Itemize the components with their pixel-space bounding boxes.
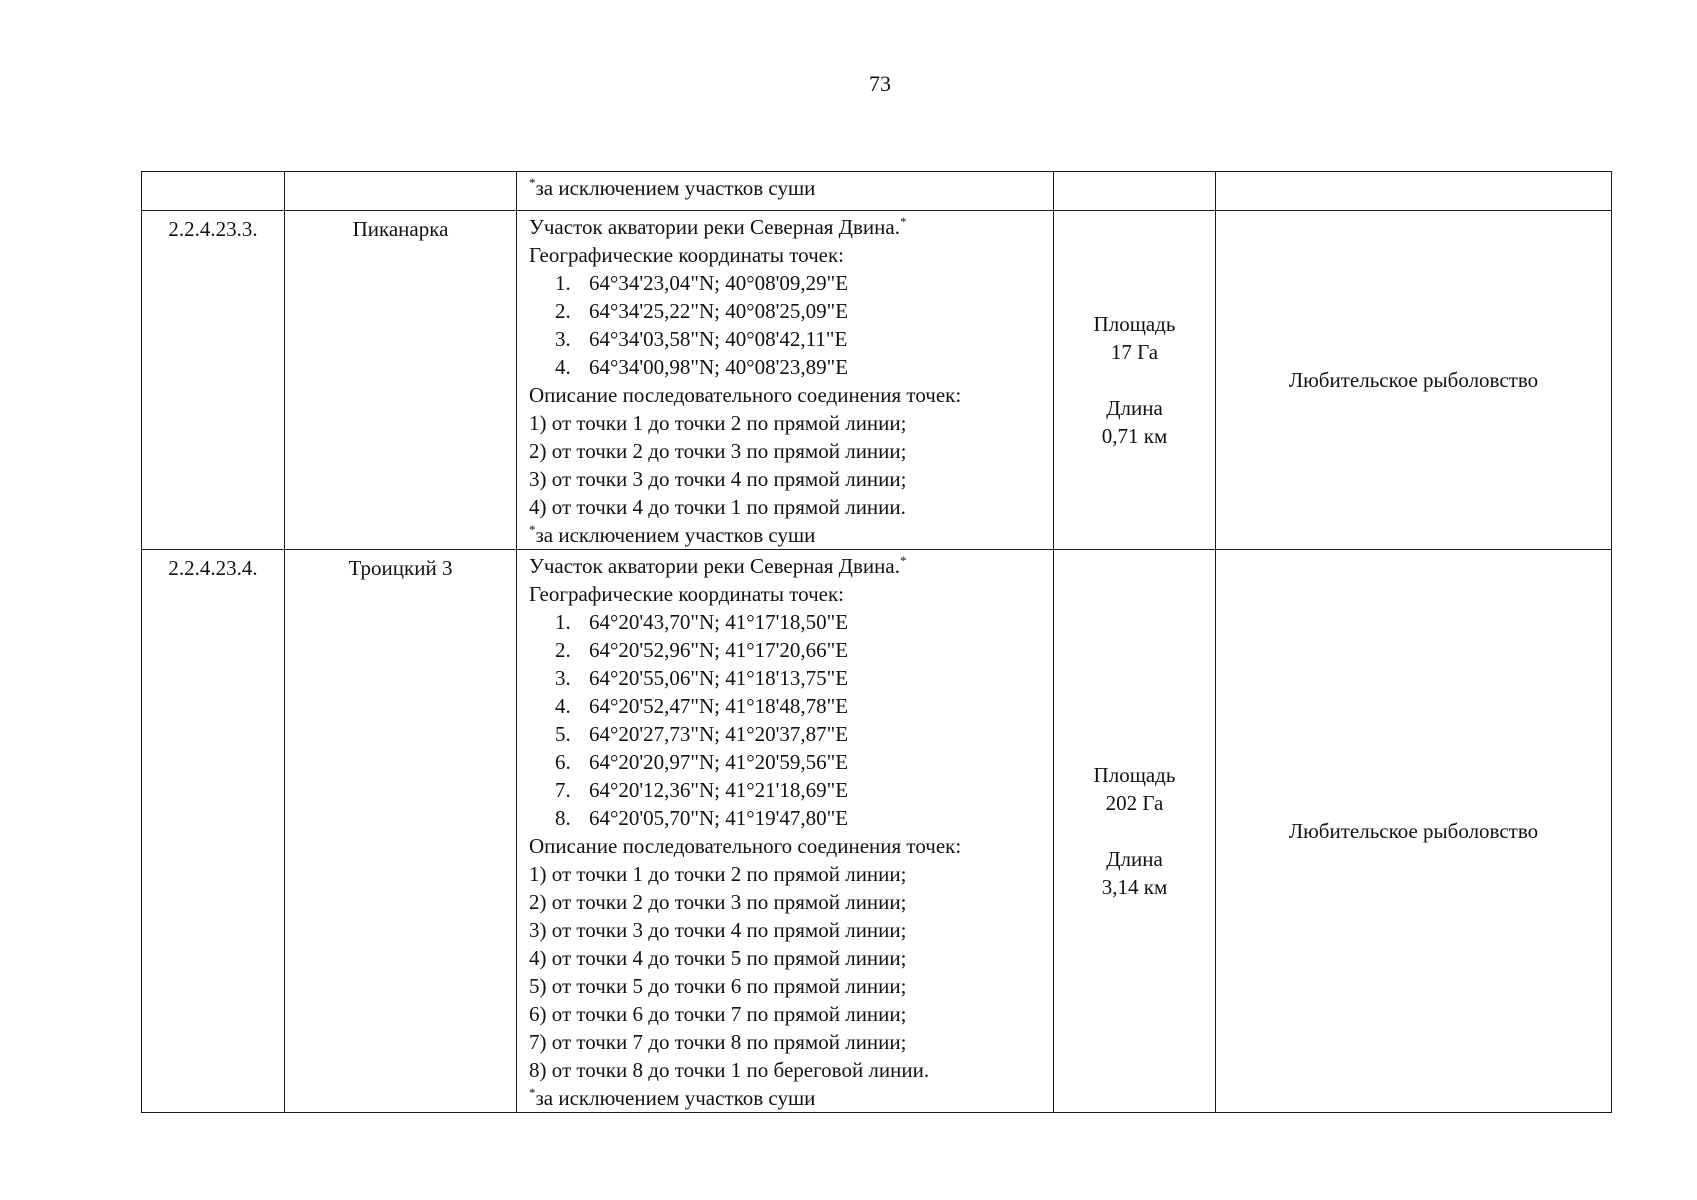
exclusion-note: *за исключением участков суши xyxy=(529,175,816,200)
coordinate-item: 4. 64°20'52,47"N; 41°18'48,78"E xyxy=(555,694,849,718)
table-row-continuation xyxy=(142,172,1612,211)
connection-item: 2) от точки 2 до точки 3 по прямой линии; xyxy=(529,890,907,914)
coordinate-item: 6. 64°20'20,97"N; 41°20'59,56"E xyxy=(555,750,849,774)
length-label: Длина xyxy=(1106,396,1163,420)
connection-item: 3) от точки 3 до точки 4 по прямой линии; xyxy=(529,918,907,942)
cell-description xyxy=(517,172,1054,211)
connection-item: 7) от точки 7 до точки 8 по прямой линии; xyxy=(529,1030,907,1054)
description-title: Участок акватории реки Северная Двина.* xyxy=(529,553,907,578)
description-title: Участок акватории реки Северная Двина.* xyxy=(529,214,907,239)
coordinate-item: 8. 64°20'05,70"N; 41°19'47,80"E xyxy=(555,806,849,830)
area-parameters xyxy=(1054,211,1216,550)
coordinate-item: 4. 64°34'00,98"N; 40°08'23,89"E xyxy=(555,355,849,379)
coordinate-item: 5. 64°20'27,73"N; 41°20'37,87"E xyxy=(555,722,849,746)
coordinate-item: 1. 64°34'23,04"N; 40°08'09,29"E xyxy=(555,271,849,295)
coordinates-heading: Географические координаты точек: xyxy=(529,582,844,606)
area-value: 17 Га xyxy=(1110,340,1159,364)
cell-name xyxy=(285,172,517,211)
area-description xyxy=(517,211,1054,550)
connection-item: 4) от точки 4 до точки 5 по прямой линии; xyxy=(529,946,907,970)
exclusion-note: *за исключением участков суши xyxy=(529,522,816,547)
row-number: 2.2.4.23.4. xyxy=(142,550,285,1113)
page-number: 73 xyxy=(869,71,891,96)
area-parameters xyxy=(1054,550,1216,1113)
connection-item: 2) от точки 2 до точки 3 по прямой линии; xyxy=(529,439,907,463)
areas-table xyxy=(141,171,1612,1113)
connection-heading: Описание последовательного соединения точек: xyxy=(529,834,962,858)
connection-item: 5) от точки 5 до точки 6 по прямой линии; xyxy=(529,974,907,998)
connection-heading: Описание последовательного соединения точек: xyxy=(529,383,962,407)
coordinate-item: 1. 64°20'43,70"N; 41°17'18,50"E xyxy=(555,610,849,634)
area-description xyxy=(517,550,1054,1113)
coordinate-item: 7. 64°20'12,36"N; 41°21'18,69"E xyxy=(555,778,849,802)
exclusion-note: *за исключением участков суши xyxy=(529,1085,816,1110)
coordinate-item: 3. 64°34'03,58"N; 40°08'42,11"E xyxy=(555,327,848,351)
usage-type: Любительское рыболовство xyxy=(1216,211,1612,550)
area-name: Троицкий 3 xyxy=(285,550,517,1113)
area-label: Площадь xyxy=(1093,312,1176,336)
connection-item: 6) от точки 6 до точки 7 по прямой линии; xyxy=(529,1002,907,1026)
cell-usage xyxy=(1216,172,1612,211)
connection-item: 8) от точки 8 до точки 1 по береговой линии. xyxy=(529,1058,930,1082)
coordinate-item: 2. 64°20'52,96"N; 41°17'20,66"E xyxy=(555,638,849,662)
usage-type: Любительское рыболовство xyxy=(1216,550,1612,1113)
length-value: 0,71 км xyxy=(1101,424,1168,448)
connection-item: 1) от точки 1 до точки 2 по прямой линии; xyxy=(529,411,907,435)
connection-item: 3) от точки 3 до точки 4 по прямой линии; xyxy=(529,467,907,491)
coordinate-item: 3. 64°20'55,06"N; 41°18'13,75"E xyxy=(555,666,849,690)
area-value: 202 Га xyxy=(1105,791,1164,815)
table-row xyxy=(142,550,1612,1113)
connection-item: 4) от точки 4 до точки 1 по прямой линии. xyxy=(529,495,906,519)
area-label: Площадь xyxy=(1093,763,1176,787)
coordinates-heading: Географические координаты точек: xyxy=(529,243,844,267)
cell-number xyxy=(142,172,285,211)
area-name: Пиканарка xyxy=(285,211,517,550)
table-row xyxy=(142,211,1612,550)
cell-parameters xyxy=(1054,172,1216,211)
coordinate-item: 2. 64°34'25,22"N; 40°08'25,09"E xyxy=(555,299,849,323)
row-number: 2.2.4.23.3. xyxy=(142,211,285,550)
length-value: 3,14 км xyxy=(1101,875,1168,899)
connection-item: 1) от точки 1 до точки 2 по прямой линии; xyxy=(529,862,907,886)
length-label: Длина xyxy=(1106,847,1163,871)
